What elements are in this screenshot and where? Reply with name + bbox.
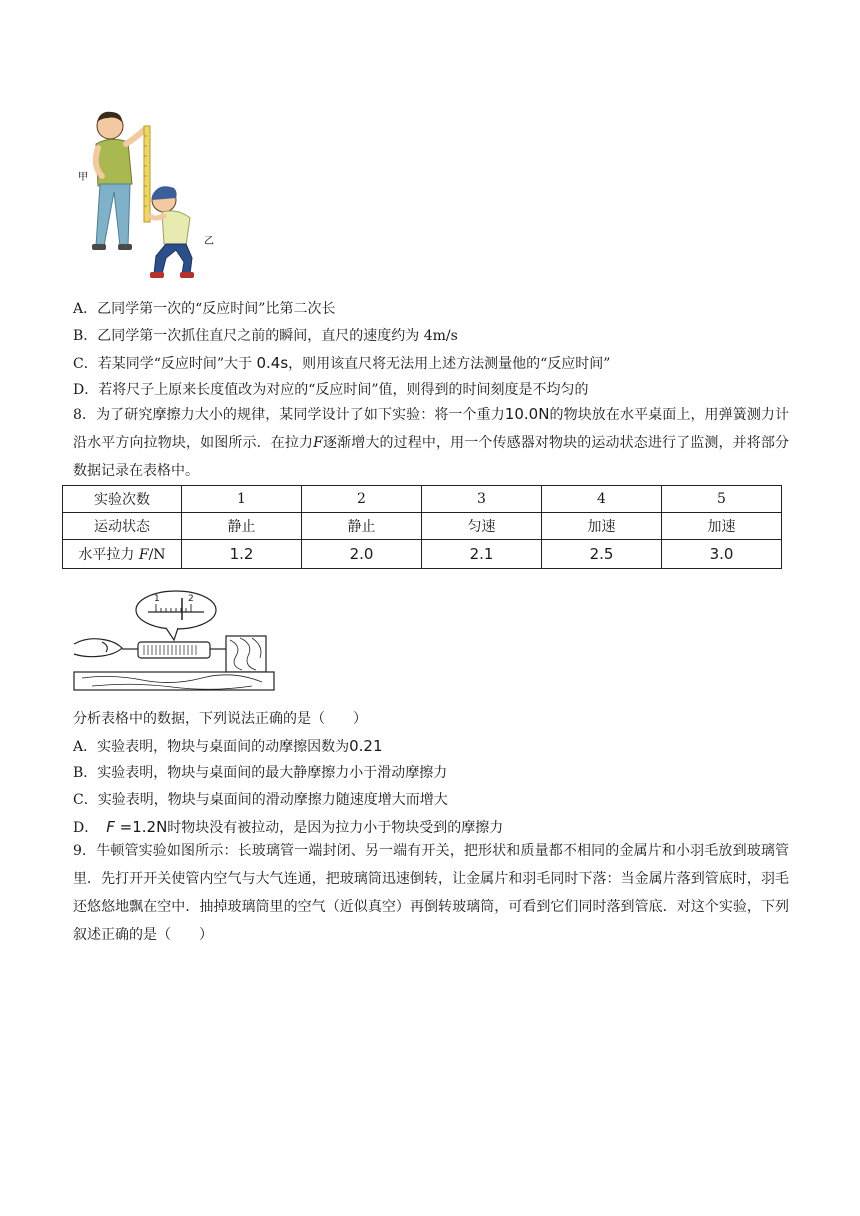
q8-option-d: D． F =1.2N时物块没有被拉动，是因为拉力小于物块受到的摩擦力 <box>73 818 504 836</box>
table-cell: 加速 <box>542 513 662 540</box>
q8-option-c: C．实验表明，物块与桌面间的滑动摩擦力随速度增大而增大 <box>73 792 448 808</box>
table-cell: 4 <box>542 486 662 513</box>
q8-question: 分析表格中的数据，下列说法正确的是（ ） <box>73 711 367 727</box>
table-row-states <box>63 513 782 540</box>
table-cell: 2 <box>302 486 422 513</box>
q8-option-b: B．实验表明，物块与桌面间的最大静摩擦力小于滑动摩擦力 <box>73 765 448 781</box>
label-jia: 甲 <box>78 172 88 183</box>
q7-option-d: D．若将尺子上原来长度值改为对应的“反应时间”值，则得到的时间刻度是不均匀的 <box>73 382 589 398</box>
table-cell: 3.0 <box>662 540 782 569</box>
table-cell: 静止 <box>302 513 422 540</box>
table-cell: 2.5 <box>542 540 662 569</box>
scale-label-2: 2 <box>188 594 194 604</box>
q8-option-a: A．实验表明，物块与桌面间的动摩擦因数为0.21 <box>73 737 383 755</box>
table-cell: 2.0 <box>302 540 422 569</box>
table-cell: 2.1 <box>422 540 542 569</box>
spring-scale-figure <box>72 586 278 696</box>
table-header-state: 运动状态 <box>63 513 182 540</box>
q8-stem: 8．为了研究摩擦力大小的规律，某同学设计了如下实验：将一个重力10.0N的物块放在水平桌面上，用弹簧测力计沿水平方向拉物块，如图所示．在拉力F逐渐增大的过程中，用一个传感器对物块的运动状态进行了监测，并将部分数据记录在表格中。 <box>73 405 790 479</box>
table-header-trials: 实验次数 <box>63 486 182 513</box>
scale-label-1: 1 <box>154 594 160 604</box>
table-cell: 加速 <box>662 513 782 540</box>
q7-option-a: A．乙同学第一次的“反应时间”比第二次长 <box>73 301 336 317</box>
table-cell: 匀速 <box>422 513 542 540</box>
table-cell: 1.2 <box>182 540 302 569</box>
table-cell: 1 <box>182 486 302 513</box>
q9-stem: 9．牛顿管实验如图所示：长玻璃管一端封闭、另一端有开关，把形状和质量都不相同的金属片和小羽毛放到玻璃管里．先打开开关使管内空气与大气连通，把玻璃筒迅速倒转，让金属片和羽毛同时下落：当金属片落到管底时，羽毛还悠悠地飘在空中．抽掉玻璃筒里的空气（近似真空）再倒转玻璃筒，可看到它们同时落到管底．对这个实验，下列叙述正确的是（ ） <box>73 843 789 943</box>
label-yi: 乙 <box>204 236 214 247</box>
table-row-forces <box>63 540 782 569</box>
q7-option-b: B．乙同学第一次抓住直尺之前的瞬间，直尺的速度约为 4m/s <box>73 328 458 344</box>
table-header-force: 水平拉力 F/N <box>63 540 182 569</box>
table-cell: 静止 <box>182 513 302 540</box>
q7-option-c: C．若某同学“反应时间”大于 0.4s，则用该直尺将无法用上述方法测量他的“反应时间” <box>73 354 611 372</box>
friction-data-table <box>62 485 782 569</box>
table-row-trials <box>63 486 782 513</box>
table-cell: 3 <box>422 486 542 513</box>
reaction-time-figure <box>78 96 240 282</box>
table-cell: 5 <box>662 486 782 513</box>
